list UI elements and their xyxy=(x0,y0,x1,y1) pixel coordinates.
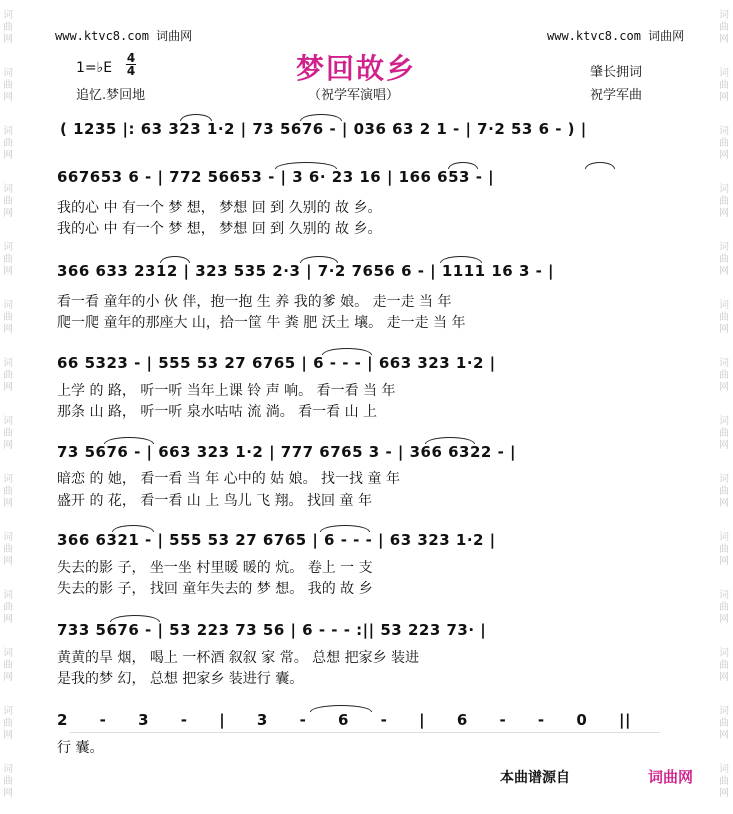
lyric-7-verse-1: 黄黄的旱 烟， 喝上 一杯酒 叙叙 家 常。 总想 把家乡 装进 xyxy=(57,650,420,666)
composer: 祝学军曲 xyxy=(590,88,643,103)
site-url-right[interactable]: www.ktvc8.com 词曲网 xyxy=(547,29,685,43)
lyric-2-verse-2: 我的心 中 有一个 梦 想， 梦想 回 到 久别的 故 乡。 xyxy=(57,221,382,237)
score-line-6: 366 6321 - | 555 53 27 6765 | 6 - - - | 63 323 1·2 | xyxy=(57,531,496,549)
watermark-glyph-column: 词 曲 网 xyxy=(719,590,729,625)
watermark-glyph-column: 词 曲 网 xyxy=(719,532,729,567)
watermark-glyph-column: 词 曲 网 xyxy=(3,242,13,277)
watermark-glyph-column: 词 曲 网 xyxy=(719,416,729,451)
slur-mark xyxy=(104,437,154,444)
watermark-glyph-column: 词 曲 网 xyxy=(719,764,729,799)
watermark-glyph-column: 词 曲 网 xyxy=(3,532,13,567)
source-label: 本曲谱源自 xyxy=(500,770,570,786)
slur-mark xyxy=(322,348,372,355)
slur-mark xyxy=(112,525,154,532)
slur-mark xyxy=(300,256,338,263)
watermark-glyph-column: 词 曲 网 xyxy=(719,126,729,161)
watermark-glyph-column: 词 曲 网 xyxy=(719,10,729,45)
watermark-glyph-column: 词 曲 网 xyxy=(719,706,729,741)
watermark-glyph-column: 词 曲 网 xyxy=(719,358,729,393)
watermark-glyph-column: 词 曲 网 xyxy=(3,416,13,451)
slur-mark xyxy=(448,162,478,169)
time-top: 4 xyxy=(126,51,136,65)
lyric-2-verse-1: 我的心 中 有一个 梦 想， 梦想 回 到 久别的 故 乡。 xyxy=(57,200,382,216)
watermark-glyph-column: 词 曲 网 xyxy=(719,68,729,103)
slur-mark xyxy=(180,114,212,121)
slur-mark xyxy=(425,437,475,444)
watermark-glyph-column: 词 曲 网 xyxy=(719,648,729,683)
slur-mark xyxy=(585,162,615,169)
watermark-glyph-column: 词 曲 网 xyxy=(3,358,13,393)
lyric-3-verse-1: 看一看 童年的小 伙 伴，抱一抱 生 养 我的爹 娘。 走一走 当 年 xyxy=(57,294,452,310)
watermark-glyph-column: 词 曲 网 xyxy=(3,590,13,625)
watermark-glyph-column: 词 曲 网 xyxy=(3,300,13,335)
slur-mark xyxy=(300,114,342,121)
watermark-glyph-column: 词 曲 网 xyxy=(719,474,729,509)
key-signature: 1=♭E xyxy=(76,60,113,76)
lyric-4-verse-2: 那条 山 路， 听一听 泉水咕咕 流 淌。 看一看 山 上 xyxy=(57,404,378,420)
album-name: 追忆.梦回地 xyxy=(76,88,146,103)
watermark-glyph-column: 词 曲 网 xyxy=(3,474,13,509)
slur-mark xyxy=(275,162,337,169)
lyricist: 肇长拥词 xyxy=(590,65,643,80)
time-bottom: 4 xyxy=(126,64,136,78)
watermark-glyph-column: 词 曲 网 xyxy=(3,68,13,103)
song-title: 梦回故乡 xyxy=(296,52,417,85)
watermark-glyph-column: 词 曲 网 xyxy=(3,764,13,799)
slur-mark xyxy=(320,525,370,532)
lyric-5-verse-2: 盛开 的 花， 看一看 山 上 鸟儿 飞 翔。 找回 童 年 xyxy=(57,493,372,509)
lyric-7-verse-2: 是我的梦 幻， 总想 把家乡 装进行 囊。 xyxy=(57,671,304,687)
lyric-6-verse-1: 失去的影 子， 坐一坐 村里暖 暖的 炕。 卷上 一 支 xyxy=(57,560,373,576)
lyric-4-verse-1: 上学 的 路， 听一听 当年上课 铃 声 响。 看一看 当 年 xyxy=(57,383,396,399)
site-url-left[interactable]: www.ktvc8.com 词曲网 xyxy=(55,29,193,43)
performer: （祝学军演唱） xyxy=(308,88,400,103)
watermark-glyph-column: 词 曲 网 xyxy=(3,126,13,161)
watermark-glyph-column: 词 曲 网 xyxy=(719,184,729,219)
lyric-3-verse-2: 爬一爬 童年的那座大 山，拾一筐 牛 粪 肥 沃土 壤。 走一走 当 年 xyxy=(57,315,466,331)
watermark-glyph-column: 词 曲 网 xyxy=(719,242,729,277)
watermark-glyph-column: 词 曲 网 xyxy=(3,706,13,741)
watermark-glyph-column: 词 曲 网 xyxy=(3,10,13,45)
site-logo[interactable]: 词曲网 xyxy=(648,768,694,786)
slur-mark xyxy=(110,615,160,622)
lyric-6-verse-2: 失去的影 子， 找回 童年失去的 梦 想。 我的 故 乡 xyxy=(57,581,373,597)
score-line-8: 2 - 3 - | 3 - 6 - | 6 - - 0 || xyxy=(57,711,631,729)
slur-mark xyxy=(310,705,372,712)
score-line-1: ( 1235 |: 63 323 1·2 | 73 5676 - | 036 63 2 1 - | 7·2 53 6 - ) | xyxy=(60,120,587,138)
lyric-8: 行 囊。 xyxy=(57,740,104,756)
time-signature xyxy=(126,52,136,77)
lyric-5-verse-1: 暗恋 的 她， 看一看 当 年 心中的 姑 娘。 找一找 童 年 xyxy=(57,471,400,487)
score-line-2: 667653 6 - | 772 56653 - | 3 6· 23 16 | 166 653 - | xyxy=(57,168,495,186)
slur-mark xyxy=(160,256,190,263)
watermark-glyph-column: 词 曲 网 xyxy=(3,184,13,219)
slur-mark xyxy=(440,256,482,263)
score-line-7: 733 5676 - | 53 223 73 56 | 6 - - - :|| 53 223 73· | xyxy=(57,621,487,639)
watermark-glyph-column: 词 曲 网 xyxy=(3,648,13,683)
staff-divider xyxy=(70,732,660,733)
score-line-5: 73 5676 - | 663 323 1·2 | 777 6765 3 - | 366 6322 - | xyxy=(57,443,517,461)
score-line-4: 66 5323 - | 555 53 27 6765 | 6 - - - | 663 323 1·2 | xyxy=(57,354,496,372)
score-line-3: 366 633 2312 | 323 535 2·3 | 7·2 7656 6 - | 1111 16 3 - | xyxy=(57,262,555,280)
watermark-glyph-column: 词 曲 网 xyxy=(719,300,729,335)
